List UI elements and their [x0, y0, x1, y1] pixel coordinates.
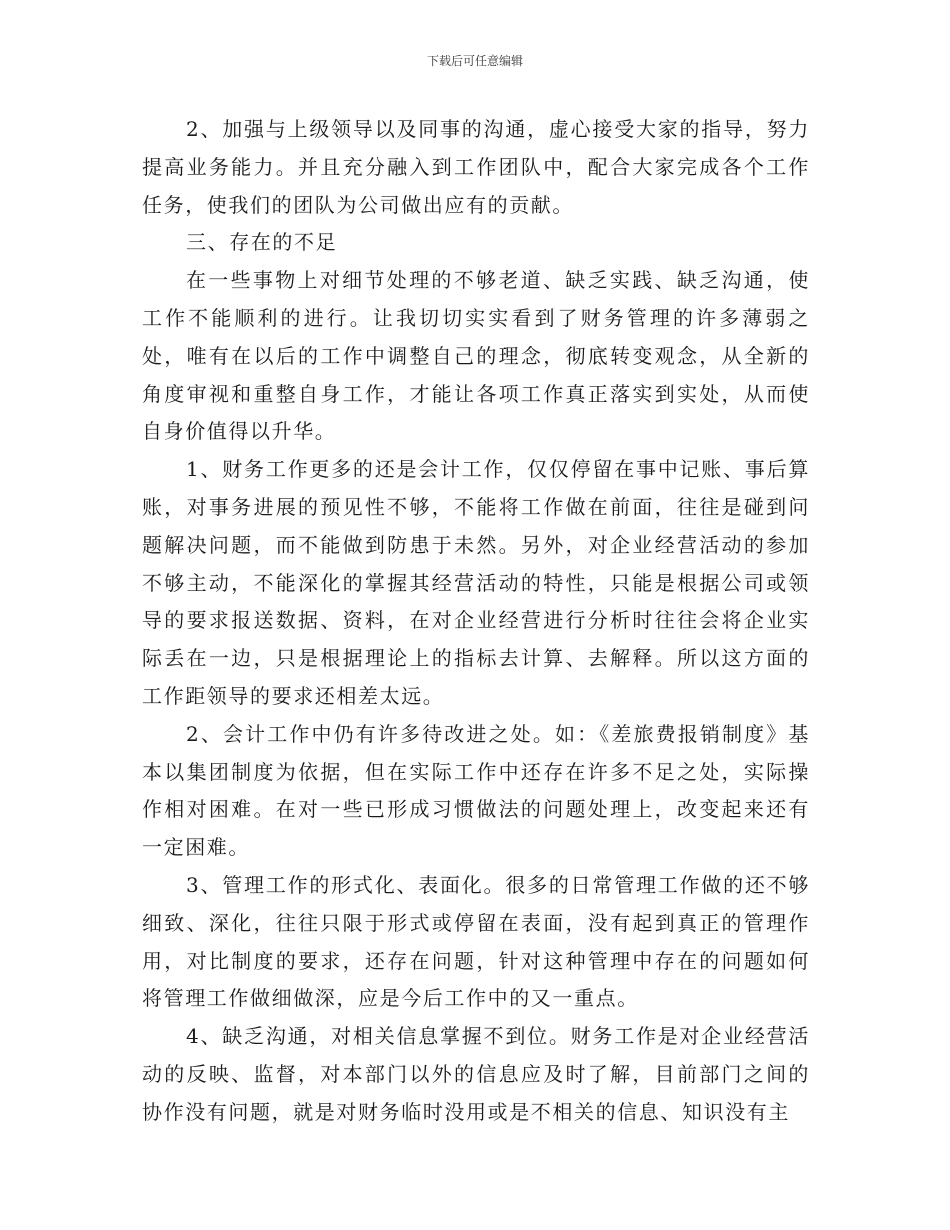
paragraph-shortcoming-2: 2、会计工作中仍有许多待改进之处。如：《差旅费报销制度》基本以集团制度为依据，但在实际工作中还存在许多不足之处，实际操作相对困难。在对一些已形成习惯做法的问题处理上，改变起来还有一定困难。 [142, 721, 810, 860]
paragraph-communication: 2、加强与上级领导以及同事的沟通，虚心接受大家的指导，努力提高业务能力。并且充分融入到工作团队中，配合大家完成各个工作任务，使我们的团队为公司做出应有的贡献。 [142, 117, 810, 217]
paragraph-shortcoming-4: 4、缺乏沟通，对相关信息掌握不到位。财务工作是对企业经营活动的反映、监督，对本部门以外的信息应及时了解，目前部门之间的协作没有问题，就是对财务临时没用或是不相关的信息、知识没有主 [142, 1024, 810, 1124]
paragraph-shortcomings-intro: 在一些事物上对细节处理的不够老道、缺乏实践、缺乏沟通，使工作不能顺利的进行。让我切切实实看到了财务管理的许多薄弱之处，唯有在以后的工作中调整自己的理念，彻底转变观念，从全新的角度审视和重整自身工作，才能让各项工作真正落实到实处，从而使自身价值得以升华。 [142, 268, 810, 444]
page-header: 下载后可任意编辑 [426, 54, 523, 68]
section-heading-shortcomings: 三、存在的不足 [186, 230, 338, 255]
paragraph-shortcoming-1: 1、财务工作更多的还是会计工作，仅仅停留在事中记账、事后算账，对事务进展的预见性不够，不能将工作做在前面，往往是碰到问题解决问题，而不能做到防患于未然。另外，对企业经营活动的参加不够主动，不能深化的掌握其经营活动的特性，只能是根据公司或领导的要求报送数据、资料，在对企业经营进行分析时往往会将企业实际丢在一边，只是根据理论上的指标去计算、去解释。所以这方面的工作距领导的要求还相差太远。 [142, 457, 810, 708]
document-body [142, 111, 810, 1132]
paragraph-shortcoming-3: 3、管理工作的形式化、表面化。很多的日常管理工作做的还不够细致、深化，往往只限于形式或停留在表面，没有起到真正的管理作用，对比制度的要求，还存在问题，针对这种管理中存在的问题如何将管理工作做细做深，应是今后工作中的又一重点。 [142, 872, 810, 1011]
